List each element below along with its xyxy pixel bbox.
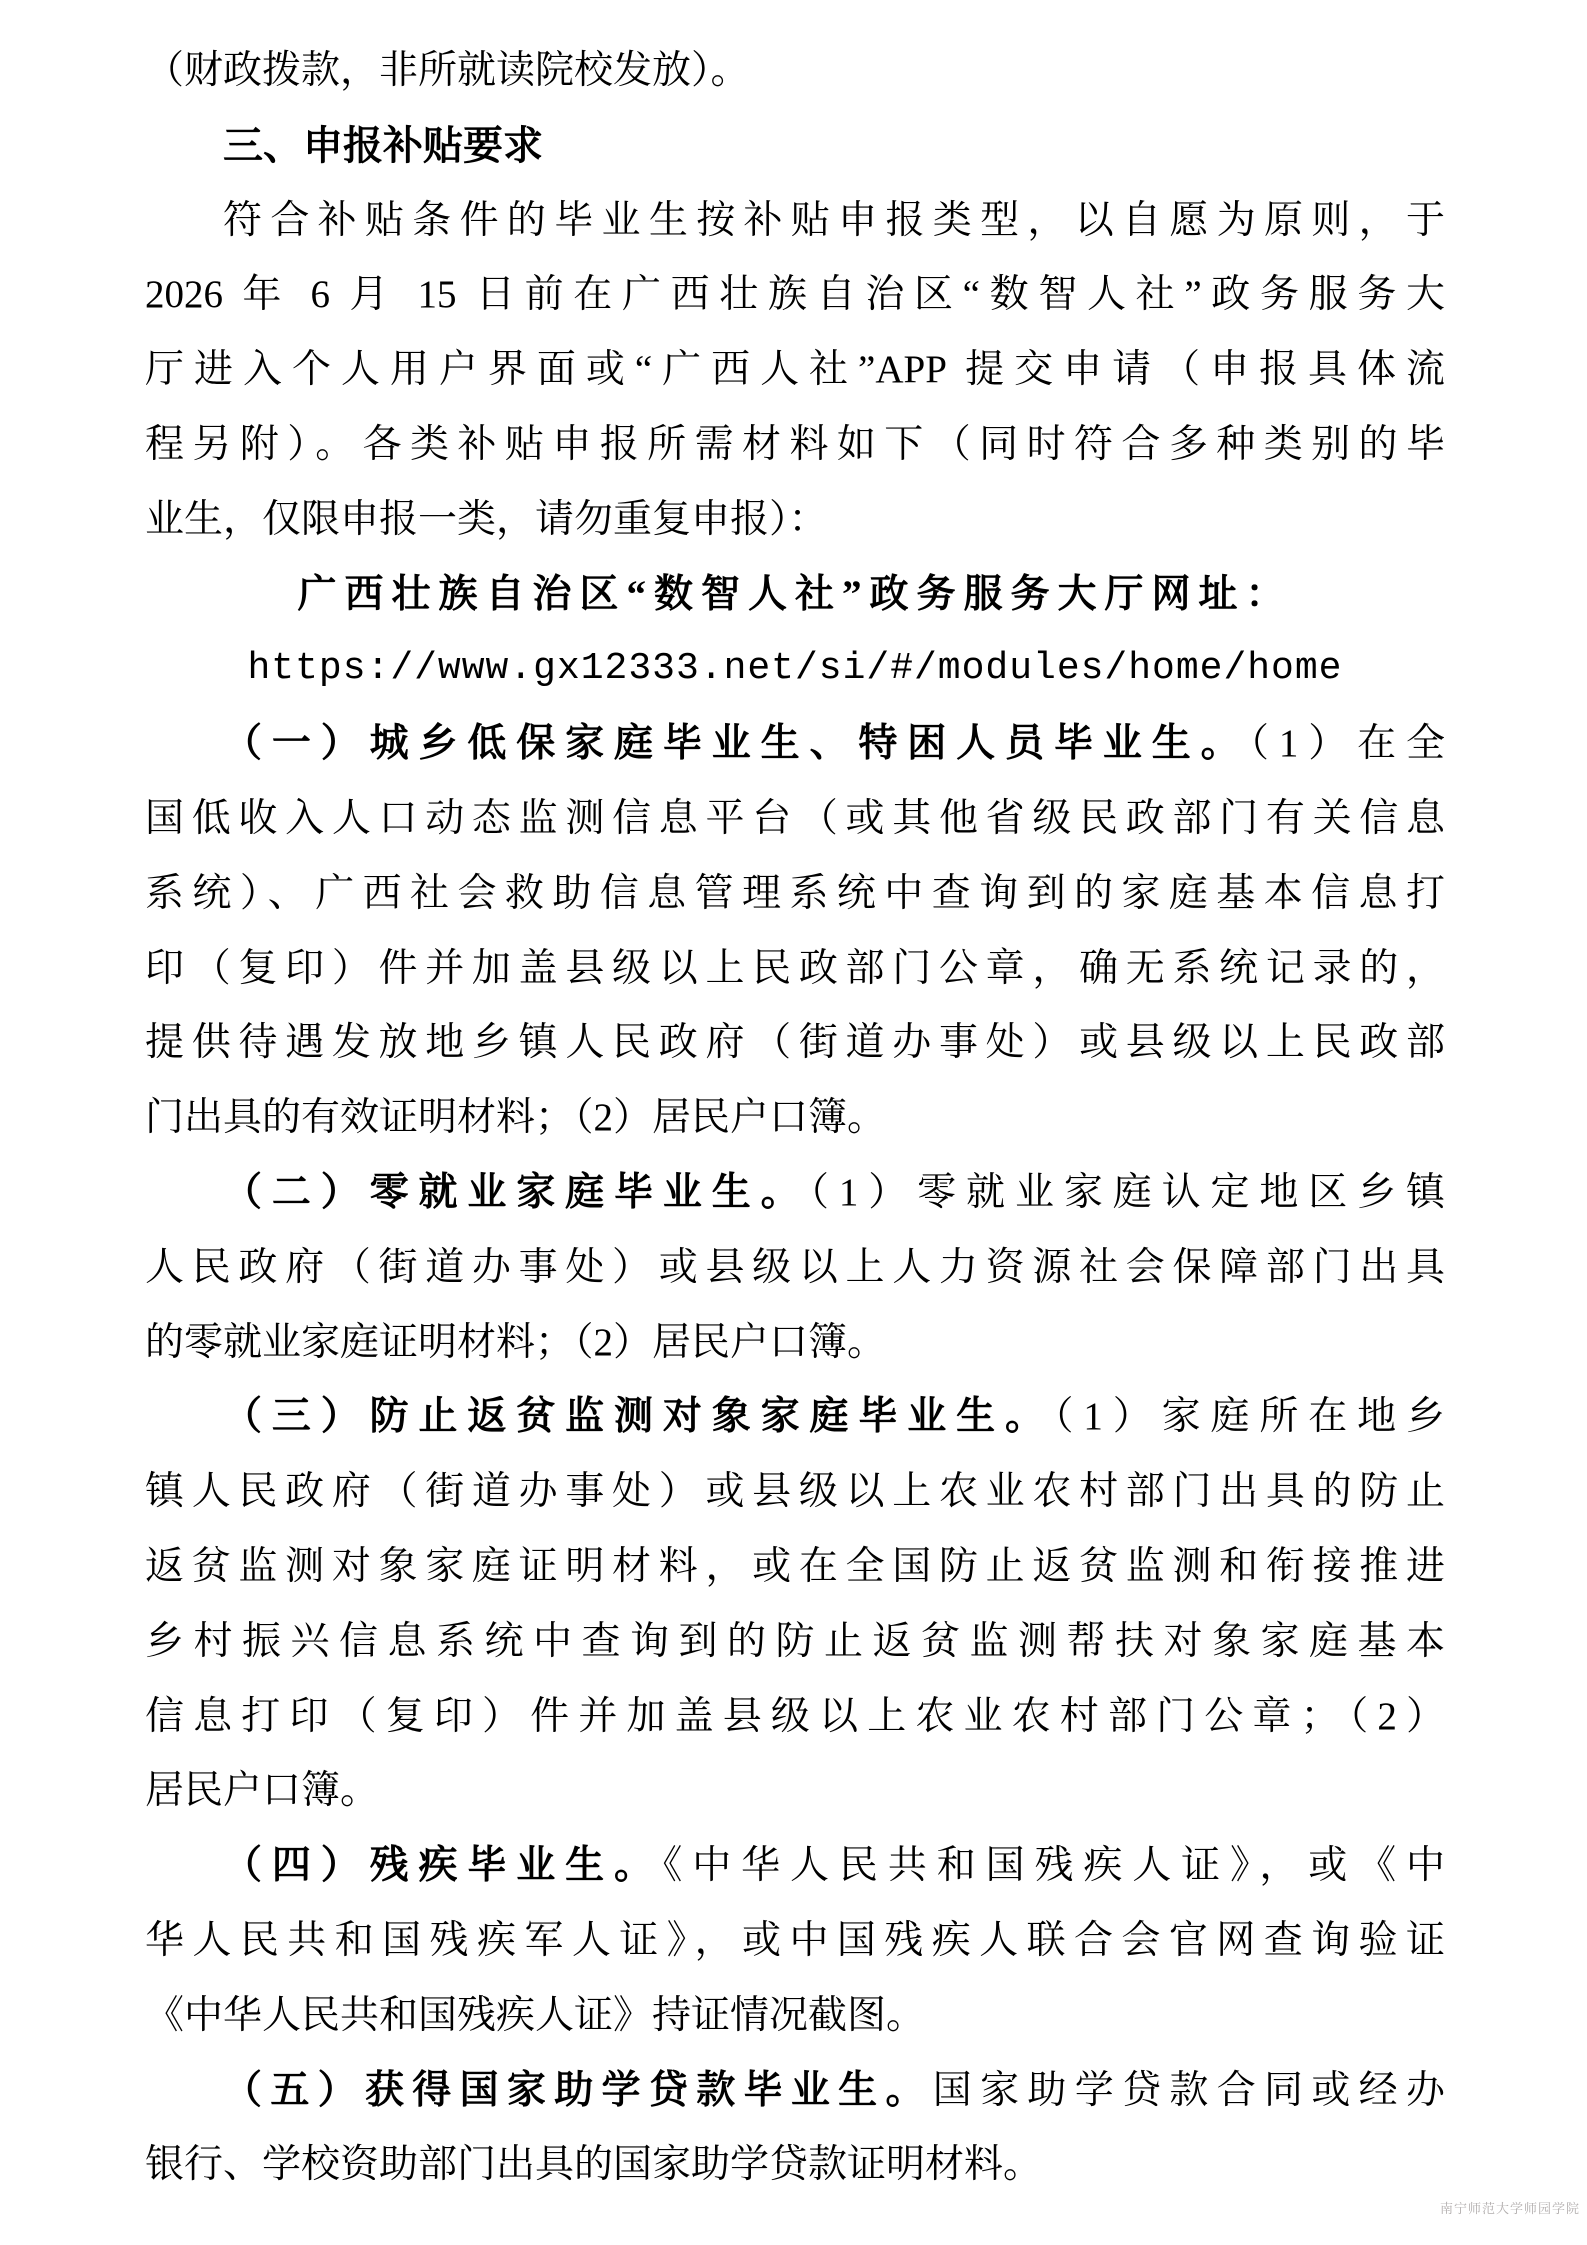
text-segment: 《中华人民共和国残疾人证》持证情况截图。	[145, 1993, 926, 2037]
text-line	[145, 1605, 1445, 1680]
text-segment: 提供待遇发放地乡镇人民政府（街道办事处）或县级以上民政部	[145, 1021, 1445, 1065]
text-line	[145, 333, 1445, 408]
text-segment: 厅进入个人用户界面或“广西人社”APP 提交申请（申报具体流	[145, 348, 1445, 392]
category-3-line	[145, 1380, 1445, 1455]
text-line	[145, 1904, 1445, 1979]
text-line	[145, 1455, 1445, 1530]
text-line	[145, 782, 1445, 857]
text-segment: 返贫监测对象家庭证明材料，或在全国防止返贫监测和衔接推进	[145, 1544, 1445, 1588]
text-segment: （1）零就业家庭认定地区乡镇	[809, 1170, 1445, 1214]
text-segment: 国低收入人口动态监测信息平台（或其他省级民政部门有关信息	[145, 796, 1445, 840]
text-line	[145, 1530, 1445, 1605]
category-4-line	[145, 1829, 1445, 1904]
text-segment: https://www.gx12333.net/si/#/modules/home/home	[247, 647, 1343, 691]
text-line	[145, 857, 1445, 932]
text-segment: 系统）、广西社会救助信息管理系统中查询到的家庭基本信息打	[145, 871, 1445, 915]
text-segment: 乡村振兴信息系统中查询到的防止返贫监测帮扶对象家庭基本	[145, 1619, 1445, 1663]
text-segment: 印（复印）件并加盖县级以上民政部门公章，确无系统记录的，	[145, 946, 1445, 990]
text-segment: 符合补贴条件的毕业生按补贴申报类型，以自愿为原则，于	[223, 198, 1445, 242]
portal-url	[145, 632, 1445, 707]
text-line	[145, 1231, 1445, 1306]
text-line	[145, 1081, 1445, 1156]
text-segment: （1）在全	[1249, 722, 1445, 766]
bold-text-segment: 广西壮族自治区“数智人社”政务服务大厅网址：	[297, 572, 1293, 616]
bold-text-segment: 三、申报补贴要求	[223, 123, 543, 168]
text-line	[145, 1680, 1445, 1755]
text-segment: 业生，仅限申报一类，请勿重复申报）：	[145, 497, 828, 541]
category-5-line	[145, 2054, 1445, 2129]
text-line	[145, 932, 1445, 1007]
text-line	[145, 258, 1445, 333]
bold-text-segment: （三）防止返贫监测对象家庭毕业生。	[223, 1395, 1054, 1439]
bold-text-segment: （五）获得国家助学贷款毕业生。	[223, 2068, 933, 2112]
paragraph-continuation	[145, 34, 1445, 109]
text-segment: 门出具的有效证明材料；（2）居民户口簿。	[145, 1096, 887, 1140]
text-line	[145, 1979, 1445, 2054]
section-heading	[145, 109, 1445, 184]
document-text	[145, 34, 1445, 2203]
category-1-line	[145, 707, 1445, 782]
text-line	[145, 408, 1445, 483]
text-segment: 镇人民政府（街道办事处）或县级以上农业农村部门出具的防止	[145, 1470, 1445, 1514]
text-line	[145, 184, 1445, 259]
text-segment: （财政拨款，非所就读院校发放）。	[145, 49, 750, 92]
text-line	[145, 2128, 1445, 2203]
text-line	[145, 1306, 1445, 1381]
text-segment: 人民政府（街道办事处）或县级以上人力资源社会保障部门出具	[145, 1245, 1445, 1289]
bold-text-segment: （四）残疾毕业生。	[223, 1844, 663, 1888]
text-segment: 的零就业家庭证明材料；（2）居民户口簿。	[145, 1320, 887, 1364]
text-segment: 国家助学贷款合同或经办	[932, 2068, 1445, 2112]
bold-text-segment: （一）城乡低保家庭毕业生、特困人员毕业生。	[223, 722, 1250, 766]
text-segment: 华人民共和国残疾军人证》，或中国残疾人联合会官网查询验证	[145, 1918, 1445, 1962]
text-segment: 程另附）。各类补贴申报所需材料如下（同时符合多种类别的毕	[145, 422, 1445, 466]
text-segment: 《中华人民共和国残疾人证》，或《中	[662, 1844, 1445, 1888]
text-segment: 居民户口簿。	[145, 1769, 380, 1813]
bold-text-segment: （二）零就业家庭毕业生。	[223, 1170, 810, 1214]
watermark: 南宁师范大学师园学院	[1439, 2201, 1580, 2216]
text-line	[145, 1006, 1445, 1081]
text-segment: 银行、学校资助部门出具的国家助学贷款证明材料。	[145, 2143, 1043, 2187]
text-segment: （1）家庭所在地乡	[1053, 1395, 1445, 1439]
portal-url-label	[145, 558, 1445, 633]
text-segment: 2026 年 6 月 15 日前在广西壮族自治区“数智人社”政务服务大	[145, 273, 1445, 317]
text-line	[145, 483, 1445, 558]
text-segment: 信息打印（复印）件并加盖县级以上农业农村部门公章；（2）	[145, 1694, 1445, 1738]
text-line	[145, 1754, 1445, 1829]
category-2-line	[145, 1156, 1445, 1231]
